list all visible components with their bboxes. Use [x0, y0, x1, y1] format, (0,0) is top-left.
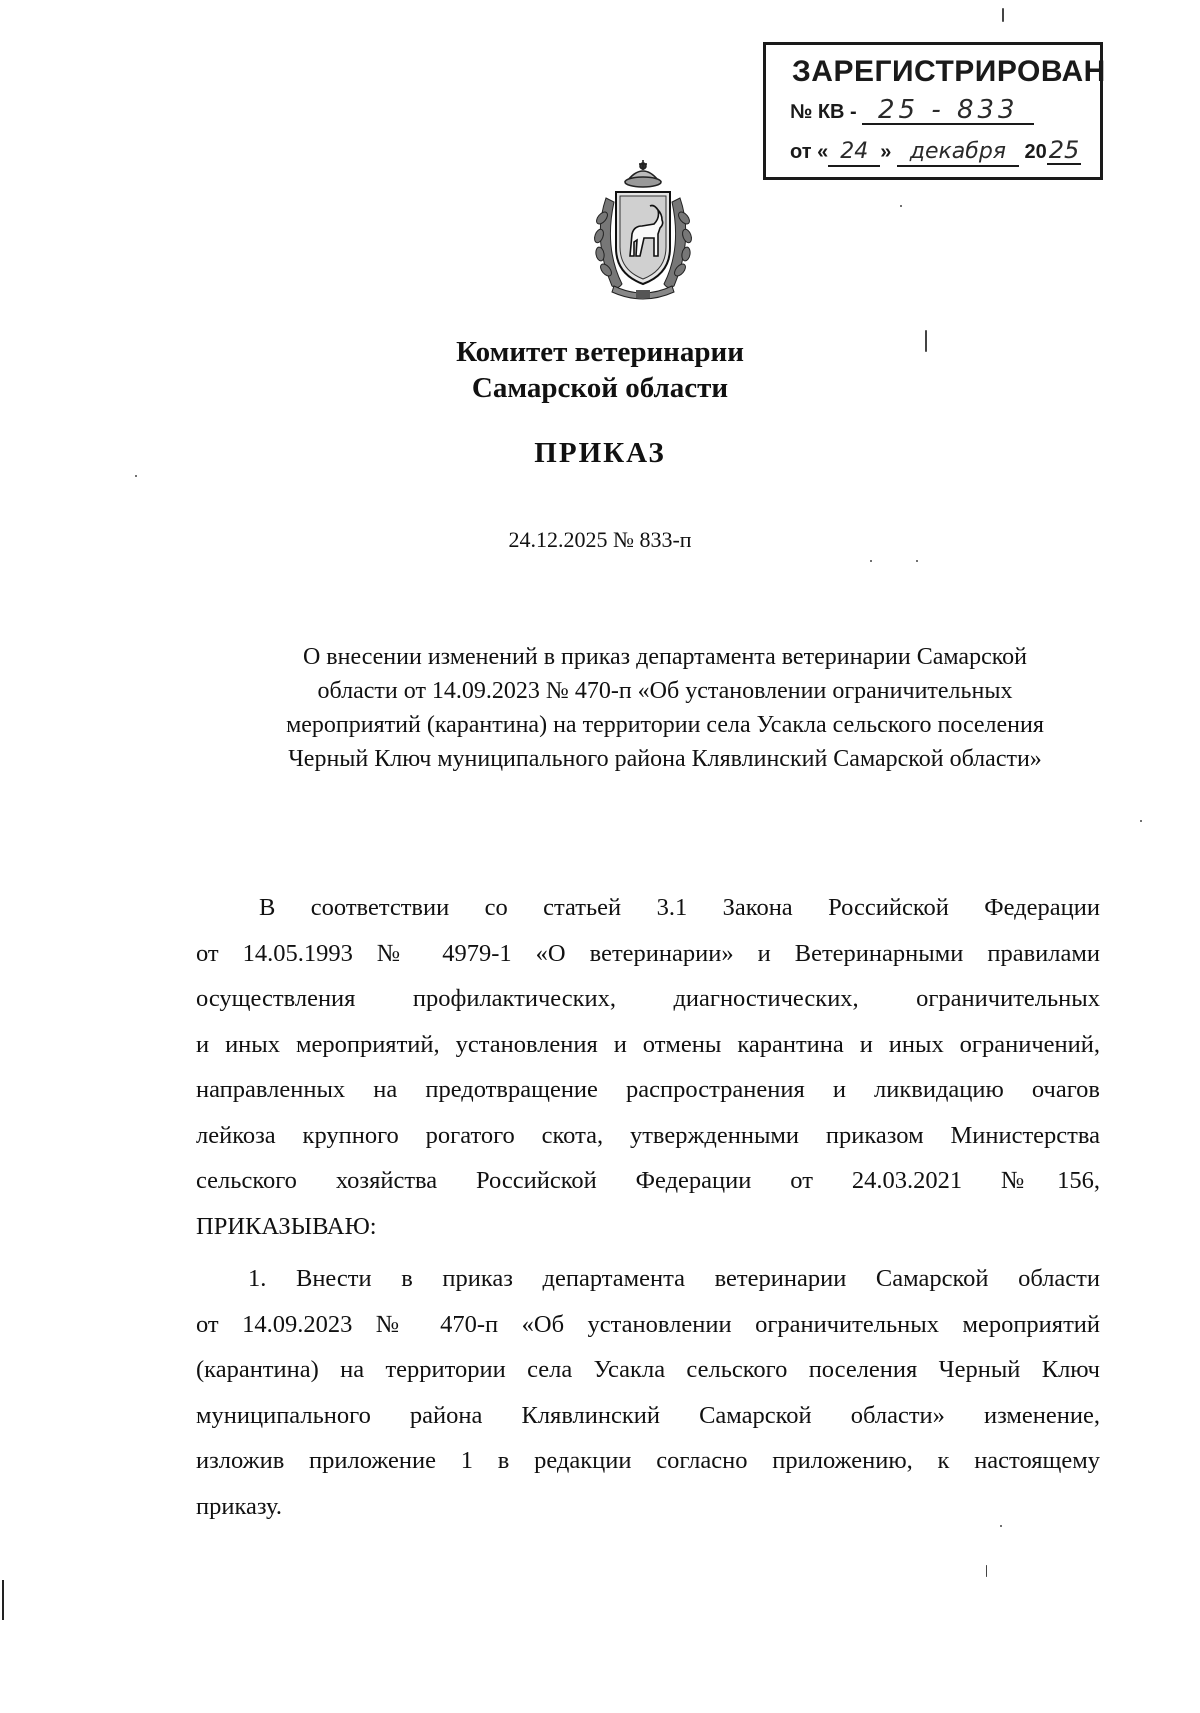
body-line: от 14.09.2023 № 470-п «Об установлении ограничительных мероприятий	[196, 1310, 1100, 1338]
document-type-heading: ПРИКАЗ	[534, 437, 666, 469]
scan-speck	[986, 1565, 987, 1577]
body-line: направленных на предотвращение распространения и ликвидацию очагов	[196, 1076, 1100, 1103]
scan-margin-artifact	[2, 1580, 4, 1620]
scan-speck	[925, 330, 927, 352]
body-line-order-word: ПРИКАЗЫВАЮ:	[196, 1212, 377, 1240]
document-date-number: 24.12.2025 № 833-п	[508, 527, 692, 552]
body-paragraph-item-1	[196, 1256, 1100, 1529]
body-line: сельского хозяйства Российской Федерации от 24.03.2021 №156,	[196, 1167, 1100, 1194]
scan-speck	[900, 205, 902, 207]
body-paragraph-preamble	[196, 885, 1100, 1249]
scan-speck	[1140, 820, 1142, 822]
scan-speck	[1000, 1525, 1002, 1527]
registration-stamp-title: ЗАРЕГИСТРИРОВАН	[792, 55, 1106, 88]
organization-name-line2: Самарской области	[471, 372, 729, 404]
registration-date-prefix: от «	[790, 141, 829, 163]
registration-number-prefix: № КВ -	[790, 101, 857, 123]
subject-line: области от 14.09.2023 № 470-п «Об установлении ограничительных	[317, 678, 1013, 704]
registration-stamp	[763, 42, 1106, 180]
body-line: осуществления профилактических, диагностических, ограничительных	[196, 985, 1100, 1012]
registration-day-handwritten: 24	[828, 139, 880, 167]
registration-number-handwritten: 25 - 833	[862, 97, 1034, 125]
body-line: 1. Внести в приказ департамента ветеринарии Самарской области	[248, 1265, 1100, 1292]
body-line: изложив приложение 1 в редакции согласно приложению, к настоящему	[196, 1447, 1100, 1474]
scan-speck	[916, 560, 918, 562]
registration-year-handwritten: 25	[1048, 136, 1080, 164]
body-line: В соответствии со статьей 3.1 Закона Российской Федерации	[259, 894, 1100, 921]
body-line: от 14.05.1993 № 4979-1 «О ветеринарии» и Ветеринарными правилами	[196, 939, 1100, 967]
body-line: (карантина) на территории села Усакла сельского поселения Черный Ключ	[196, 1356, 1100, 1383]
organization-name-line1: Комитет ветеринарии	[456, 336, 744, 368]
document-subject	[205, 640, 1125, 776]
subject-line: мероприятий (карантина) на территории села Усакла сельского поселения	[286, 712, 1044, 738]
registration-number-line	[790, 97, 1034, 125]
scan-speck	[870, 560, 872, 562]
subject-line: Черный Ключ муниципального района Клявлинский Самарской области»	[288, 746, 1042, 772]
body-line: приказу.	[196, 1492, 282, 1520]
registration-year-prefix: 20	[1024, 141, 1047, 163]
scan-speck	[1002, 8, 1004, 22]
scan-speck	[135, 475, 137, 477]
body-line: лейкоза крупного рогатого скота, утвержденными приказом Министерства	[196, 1121, 1100, 1149]
samara-region-coat-of-arms-icon	[578, 158, 708, 308]
registration-date-line	[790, 137, 1081, 167]
registration-day-close: »	[880, 141, 892, 163]
registration-month-handwritten: декабря	[897, 139, 1019, 167]
body-line: и иных мероприятий, установления и отмены карантина и иных ограничений,	[196, 1030, 1100, 1058]
body-line: муниципального района Клявлинский Самарской области» изменение,	[196, 1401, 1100, 1429]
subject-line: О внесении изменений в приказ департамента ветеринарии Самарской	[302, 644, 1028, 670]
